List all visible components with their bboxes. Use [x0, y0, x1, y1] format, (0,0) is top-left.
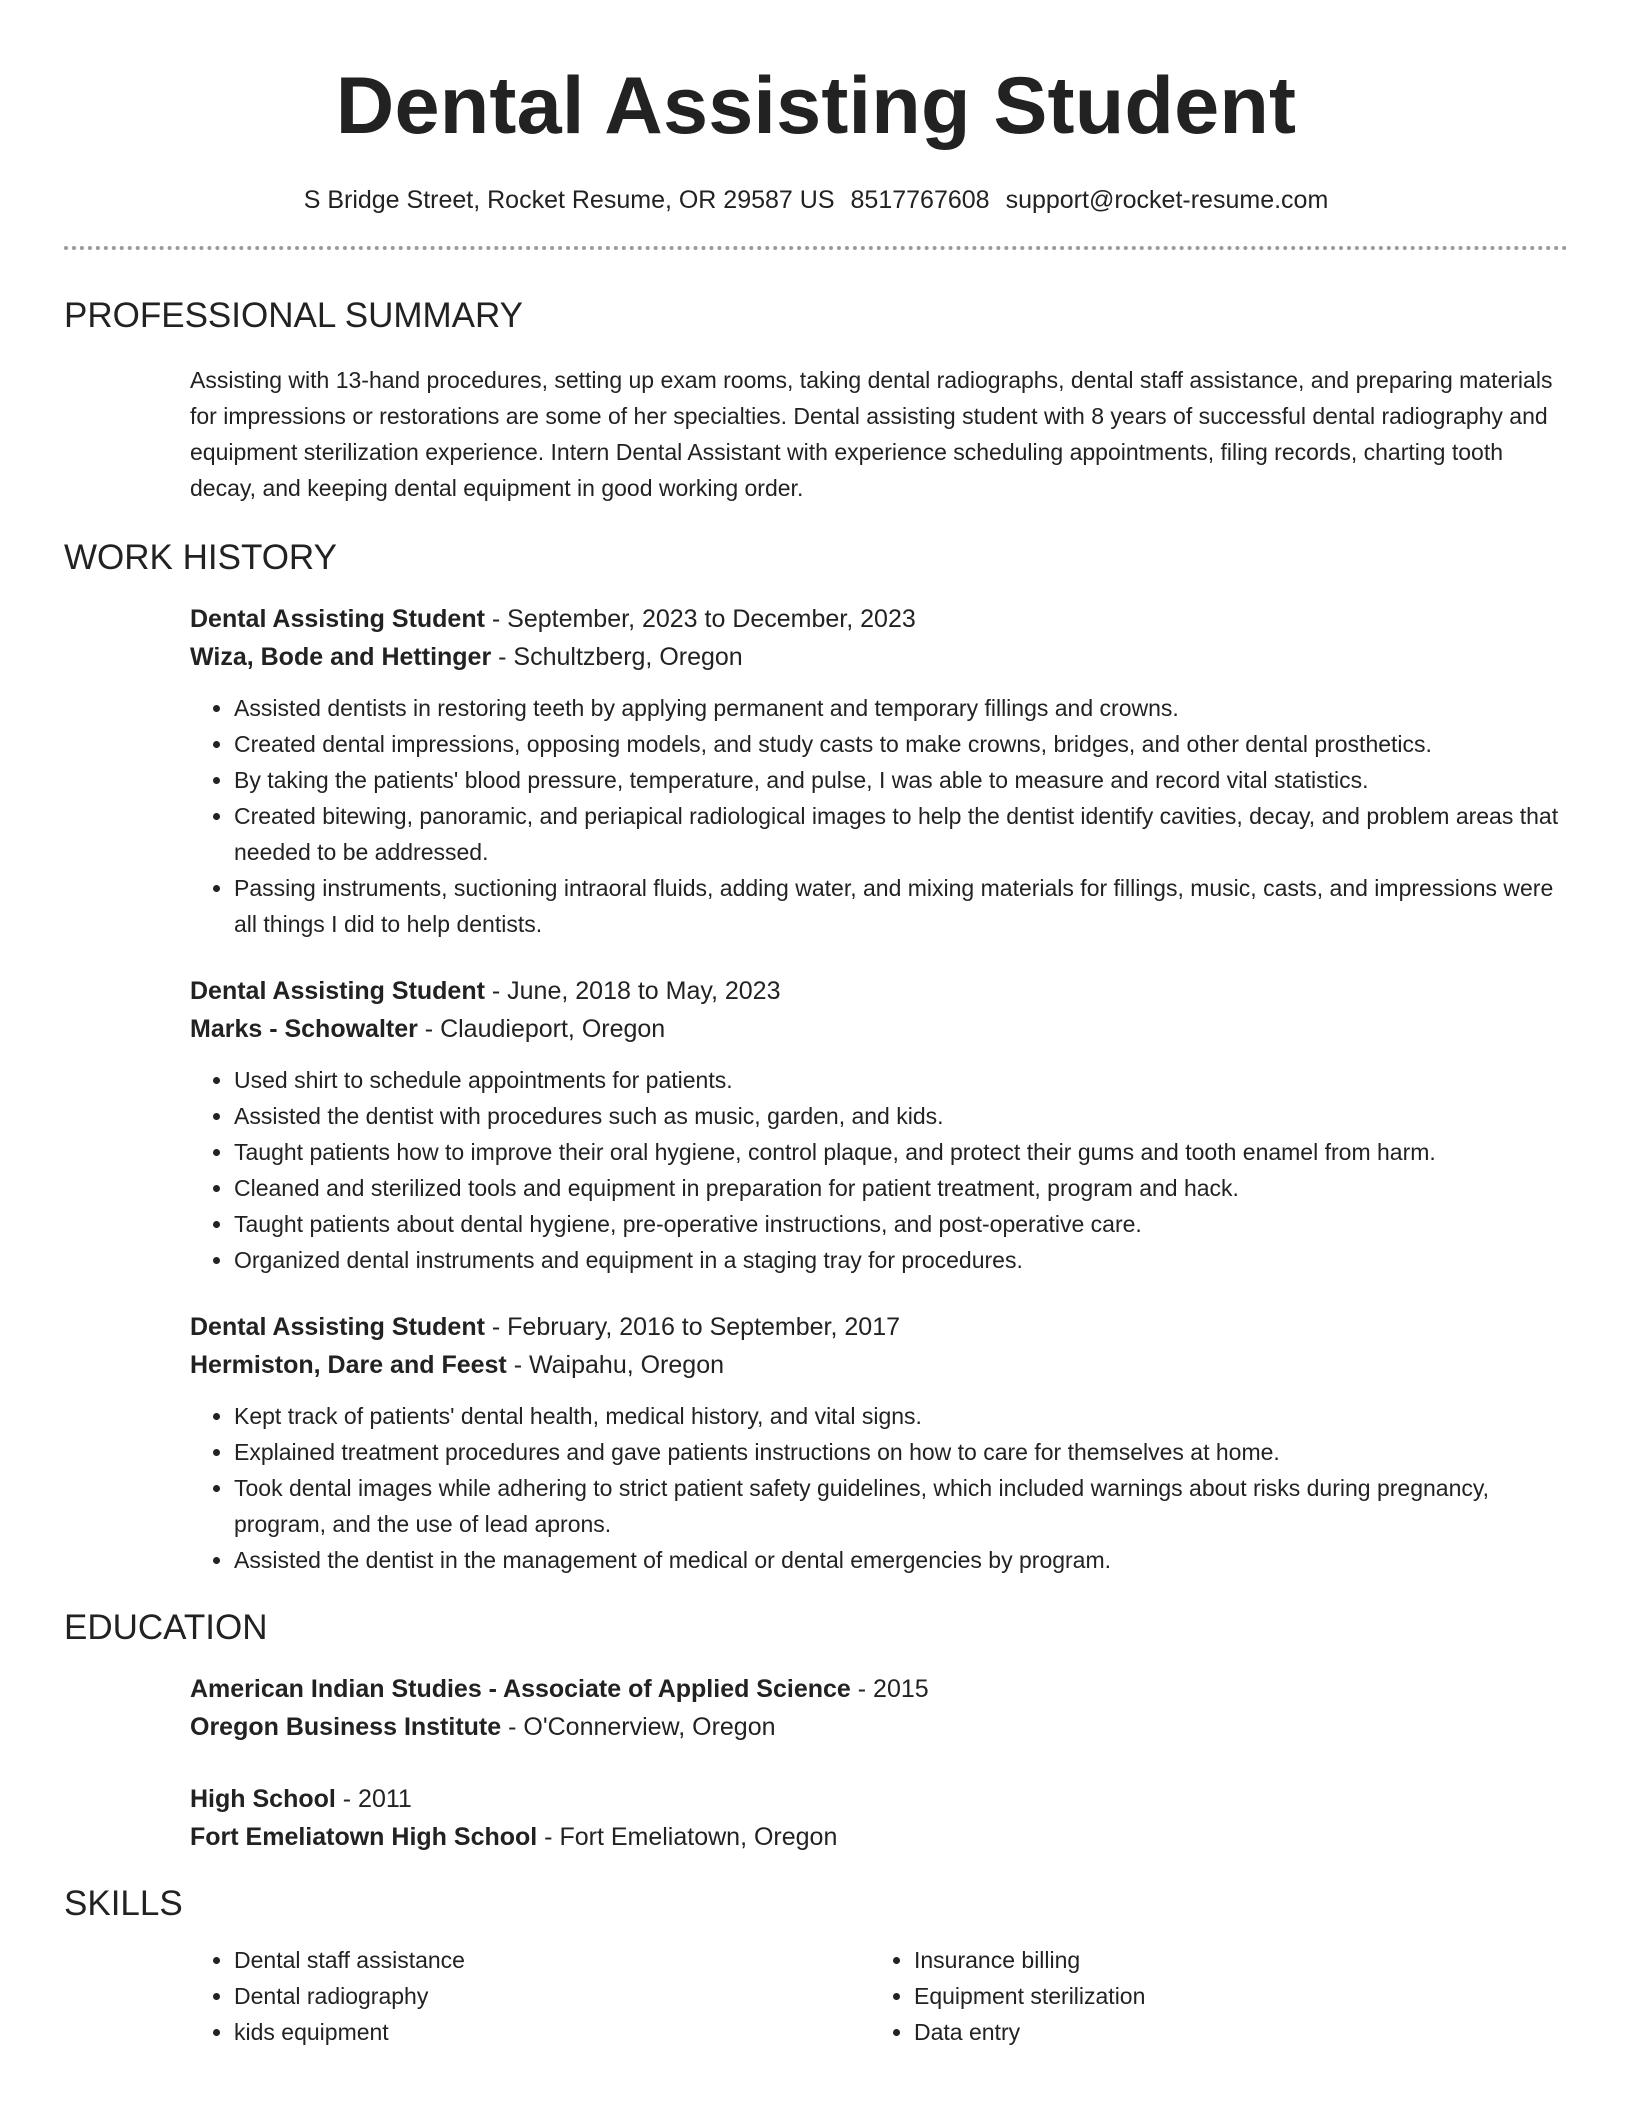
contact-line: [64, 184, 1568, 216]
education-degree-line: [190, 1780, 1568, 1818]
education-school-line: [190, 1708, 1568, 1746]
job-role: Dental Assisting Student: [190, 605, 485, 633]
summary-heading: PROFESSIONAL SUMMARY: [64, 296, 523, 335]
education-school: Fort Emeliatown High School: [190, 1823, 538, 1851]
education-school: Oregon Business Institute: [190, 1713, 502, 1741]
skill-item: • kids equipment: [234, 2014, 870, 2050]
contact-address: S Bridge Street, Rocket Resume, OR 29587 US: [303, 186, 835, 214]
job-location: - Waipahu, Oregon: [506, 1351, 725, 1379]
resume-page: [64, 0, 1568, 2050]
skills-heading: SKILLS: [64, 1884, 183, 1923]
job-bullet: • Organized dental instruments and equipment in a staging tray for procedures.: [234, 1242, 1568, 1278]
job-bullet: • Passing instruments, suctioning intraoral fluids, adding water, and mixing materials for fillings, music, casts, and impressions were all things I did to help dentists.: [234, 870, 1568, 942]
summary-text: Assisting with 13-hand procedures, setting up exam rooms, taking dental radiographs, dental staff assistance, and preparing materials for impressions or restorations are some of her specialties. Dental assisting student with 8 years of successful dental radiography and equipment sterilization experience. Intern Dental Assistant with experience scheduling appointments, filing records, charting tooth decay, and keeping dental equipment in good working order.: [190, 367, 1553, 501]
job-entry: [190, 600, 1568, 942]
job-bullets: [190, 690, 1568, 942]
job-bullet: • Cleaned and sterilized tools and equipment in preparation for patient treatment, program and hack.: [234, 1170, 1568, 1206]
job-company-line: [190, 638, 1568, 676]
job-entry: [190, 972, 1568, 1278]
skill-item: • Equipment sterilization: [914, 1978, 1554, 2014]
resume-name: Dental Assisting Student: [335, 61, 1297, 151]
job-company: Hermiston, Dare and Feest: [190, 1351, 507, 1379]
skills-column: [870, 1942, 1554, 2050]
education-heading: EDUCATION: [64, 1608, 268, 1647]
job-entry: [190, 1308, 1568, 1578]
skills-column: [190, 1942, 870, 2050]
education-year: - 2015: [850, 1675, 929, 1703]
job-company-line: [190, 1010, 1568, 1048]
job-bullet: • Used shirt to schedule appointments for patients.: [234, 1062, 1568, 1098]
job-bullet: • Taught patients how to improve their oral hygiene, control plaque, and protect their gums and tooth enamel from harm.: [234, 1134, 1568, 1170]
education-location: - Fort Emeliatown, Oregon: [537, 1823, 838, 1851]
skill-item: • Data entry: [914, 2014, 1554, 2050]
job-role: Dental Assisting Student: [190, 977, 485, 1005]
job-dates: - February, 2016 to September, 2017: [484, 1313, 901, 1341]
job-company: Marks - Schowalter: [190, 1015, 418, 1043]
job-company-line: [190, 1346, 1568, 1384]
job-bullet: • Assisted dentists in restoring teeth by applying permanent and temporary fillings and crowns.: [234, 690, 1568, 726]
education-degree: American Indian Studies - Associate of Applied Science: [190, 1675, 851, 1703]
skill-item: • Dental radiography: [234, 1978, 870, 2014]
job-bullet: • By taking the patients' blood pressure, temperature, and pulse, I was able to measure and record vital statistics.: [234, 762, 1568, 798]
education-entry: [190, 1780, 1568, 1856]
job-title-line: [190, 972, 1568, 1010]
education-degree: High School: [190, 1785, 336, 1813]
job-bullet: • Explained treatment procedures and gave patients instructions on how to care for themselves at home.: [234, 1434, 1568, 1470]
contact-phone: 8517767608: [850, 186, 990, 214]
job-bullet: • Created bitewing, panoramic, and periapical radiological images to help the dentist identify cavities, decay, and problem areas that needed to be addressed.: [234, 798, 1568, 870]
job-title-line: [190, 1308, 1568, 1346]
job-role: Dental Assisting Student: [190, 1313, 485, 1341]
education-location: - O'Connerview, Oregon: [501, 1713, 776, 1741]
job-bullet: • Taught patients about dental hygiene, pre-operative instructions, and post-operative care.: [234, 1206, 1568, 1242]
job-bullet: • Kept track of patients' dental health, medical history, and vital signs.: [234, 1398, 1568, 1434]
skill-item: • Insurance billing: [914, 1942, 1554, 1978]
education-year: - 2011: [335, 1785, 412, 1813]
header-divider: [64, 246, 1568, 250]
job-bullet: • Assisted the dentist in the management of medical or dental emergencies by program.: [234, 1542, 1568, 1578]
education-school-line: [190, 1818, 1568, 1856]
skills-list: [190, 1942, 1568, 2050]
skill-item: • Dental staff assistance: [234, 1942, 870, 1978]
job-bullet: • Assisted the dentist with procedures such as music, garden, and kids.: [234, 1098, 1568, 1134]
job-bullet: • Took dental images while adhering to strict patient safety guidelines, which included warnings about risks during pregnancy, program, and the use of lead aprons.: [234, 1470, 1568, 1542]
education-degree-line: [190, 1670, 1568, 1708]
job-title-line: [190, 600, 1568, 638]
job-dates: - September, 2023 to December, 2023: [484, 605, 916, 633]
contact-email: support@rocket-resume.com: [1005, 186, 1329, 214]
job-bullets: [190, 1398, 1568, 1578]
education-entry: [190, 1670, 1568, 1746]
job-company: Wiza, Bode and Hettinger: [190, 643, 492, 671]
job-location: - Claudieport, Oregon: [417, 1015, 666, 1043]
work-history-heading: WORK HISTORY: [64, 538, 337, 577]
job-bullet: • Created dental impressions, opposing models, and study casts to make crowns, bridges, and other dental prosthetics.: [234, 726, 1568, 762]
job-dates: - June, 2018 to May, 2023: [484, 977, 781, 1005]
job-location: - Schultzberg, Oregon: [491, 643, 743, 671]
job-bullets: [190, 1062, 1568, 1278]
